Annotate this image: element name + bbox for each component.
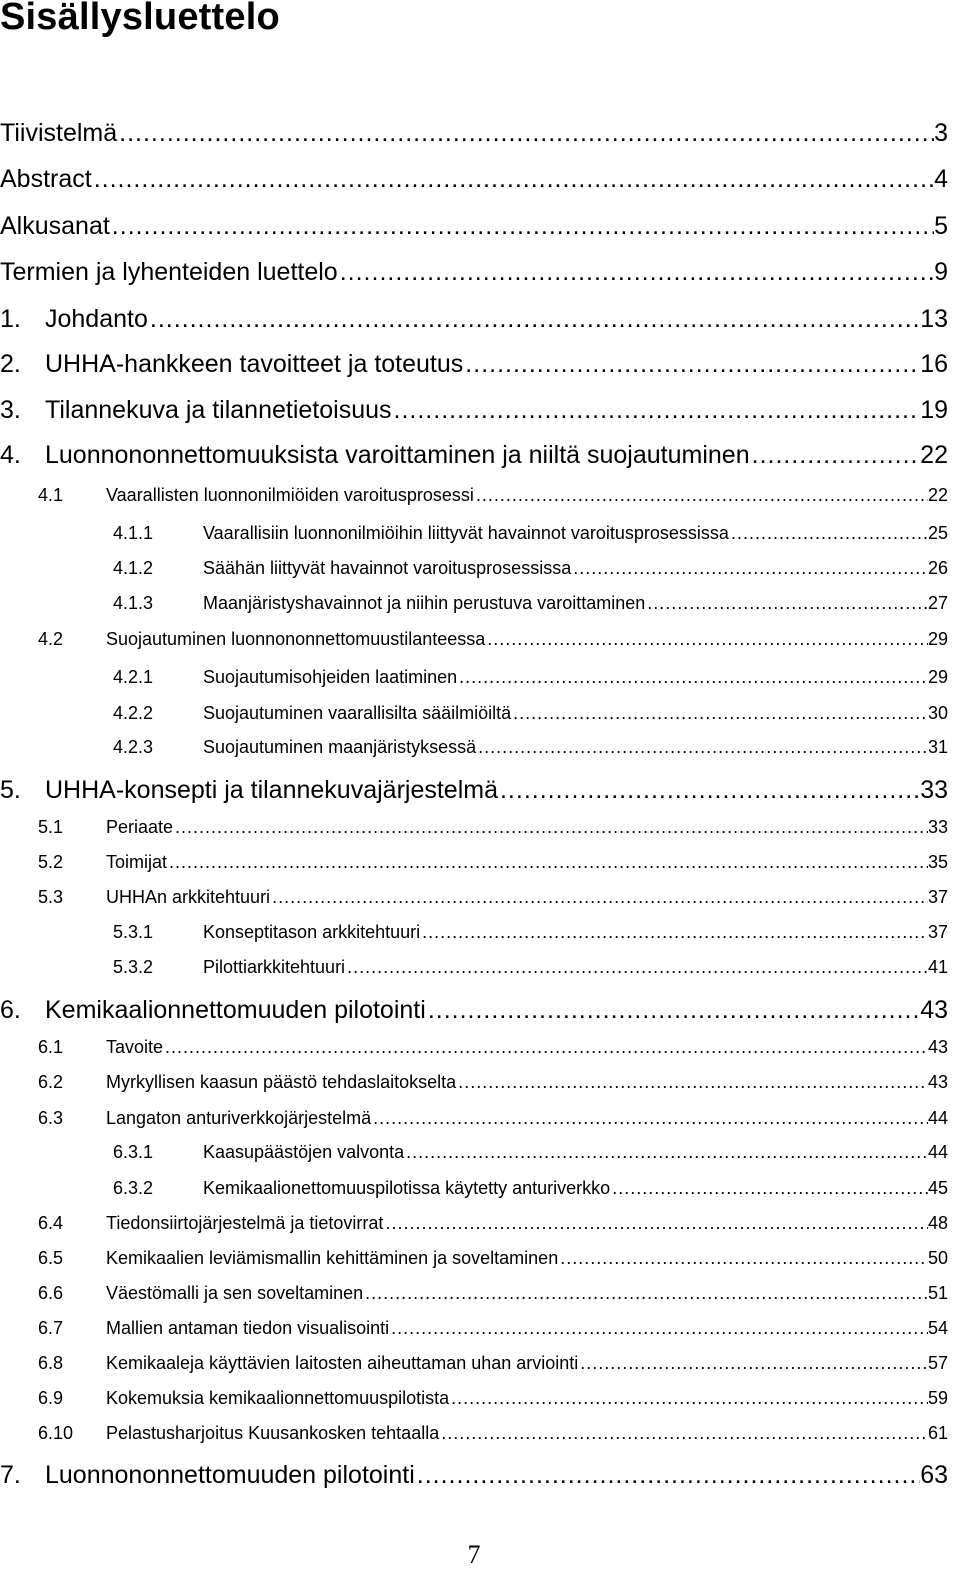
- toc-entry: [0, 1211, 948, 1235]
- toc-entry-page: 61: [927, 1423, 948, 1443]
- toc-entry-number: 6.3.2: [113, 1178, 154, 1198]
- toc-entry-page: 33: [920, 776, 948, 804]
- toc-entry: [0, 483, 948, 507]
- toc-entry-number: 4.2.1: [113, 667, 154, 687]
- toc-entry-number: 1.: [0, 305, 21, 333]
- toc-entry-title: Vaarallisiin luonnonilmiöihin liittyvät havainnot varoitusprosessissa: [203, 523, 729, 543]
- toc-entry-page: 54: [927, 1318, 948, 1338]
- toc-entry: [0, 1421, 948, 1445]
- toc-entry-number: 6.2: [38, 1072, 64, 1092]
- toc-entry-page: 27: [927, 593, 948, 613]
- toc-entry-number: 5.: [0, 776, 21, 804]
- toc-entry-page: 31: [927, 737, 948, 757]
- toc-leader-dots: [167, 850, 928, 874]
- toc-entry: [0, 850, 948, 874]
- toc-leader-dots: [404, 1140, 928, 1164]
- toc-entry-title: Kemikaalionnettomuuden pilotointi: [45, 996, 426, 1024]
- toc-entry: [0, 1070, 948, 1094]
- toc-entry-number: 6.3: [38, 1108, 64, 1128]
- toc-entry: [0, 775, 948, 805]
- toc-entry-title: Säähän liittyvät havainnot varoitusprosessissa: [203, 558, 572, 578]
- toc-leader-dots: [270, 885, 928, 909]
- toc-entry-number: 4.2: [38, 629, 64, 649]
- toc-leader-dots: [571, 556, 928, 580]
- toc-entry: [0, 118, 948, 148]
- toc-leader-dots: [498, 775, 920, 805]
- toc-entry-page: 25: [927, 523, 948, 543]
- toc-entry-page: 5: [934, 212, 948, 240]
- toc-entry-number: 4.2.3: [113, 737, 154, 757]
- toc-entry-title: Suojautuminen maanjäristyksessä: [203, 737, 477, 757]
- toc-entry-title: Suojautuminen vaarallisilta sääilmiöiltä: [203, 703, 512, 723]
- toc-entry-number: 6.5: [38, 1248, 64, 1268]
- toc-leader-dots: [558, 1246, 928, 1270]
- toc-entry-number: 4.1.2: [113, 558, 154, 578]
- toc-entry: [0, 521, 948, 545]
- toc-entry-page: 19: [920, 396, 948, 424]
- toc-entry-title: Mallien antaman tiedon visualisointi: [106, 1318, 390, 1338]
- toc-entry-page: 57: [927, 1353, 948, 1373]
- toc-entry-page: 22: [920, 441, 948, 469]
- toc-leader-dots: [389, 1316, 928, 1340]
- toc-entry: [0, 920, 948, 944]
- toc-entry-number: 7.: [0, 1461, 21, 1489]
- toc-entry-title: UHHAn arkkitehtuuri: [106, 887, 271, 907]
- toc-entry: [0, 1035, 948, 1059]
- toc-leader-dots: [173, 815, 928, 839]
- toc-entry: [0, 701, 948, 725]
- toc-entry-page: 3: [934, 119, 948, 147]
- toc-leader-dots: [511, 701, 928, 725]
- toc-entry: [0, 1460, 948, 1490]
- toc-leader-dots: [457, 665, 928, 689]
- toc-leader-dots: [363, 1281, 928, 1305]
- toc-leader-dots: [110, 211, 934, 241]
- toc-entry-page: 45: [927, 1178, 948, 1198]
- toc-entry-title: Langaton anturiverkkojärjestelmä: [106, 1108, 372, 1128]
- toc-entry-number: 6.8: [38, 1353, 64, 1373]
- toc-leader-dots: [415, 1460, 920, 1490]
- toc-entry-title: Kemikaalien leviämismallin kehittäminen ja soveltaminen: [106, 1248, 559, 1268]
- toc-entry-title: Termien ja lyhenteiden luettelo: [0, 258, 338, 286]
- toc-leader-dots: [729, 521, 928, 545]
- toc-leader-dots: [117, 118, 934, 148]
- toc-entry-title: Pilottiarkkitehtuuri: [203, 957, 346, 977]
- toc-entry-page: 44: [927, 1108, 948, 1128]
- toc-entry-page: 9: [934, 258, 948, 286]
- toc-entry-page: 37: [927, 887, 948, 907]
- toc-leader-dots: [439, 1421, 928, 1445]
- toc-leader-dots: [456, 1070, 928, 1094]
- toc-leader-dots: [645, 591, 928, 615]
- toc-entry-page: 59: [927, 1388, 948, 1408]
- toc-entry-page: 44: [927, 1142, 948, 1162]
- toc-entry-page: 43: [920, 996, 948, 1024]
- toc-entry: [0, 257, 948, 287]
- toc-entry-number: 6.9: [38, 1388, 64, 1408]
- toc-entry-page: 29: [927, 667, 948, 687]
- toc-leader-dots: [610, 1176, 928, 1200]
- toc-entry-page: 33: [927, 817, 948, 837]
- toc-entry-title: Tiedonsiirtojärjestelmä ja tietovirrat: [106, 1213, 384, 1233]
- toc-entry-number: 6.4: [38, 1213, 64, 1233]
- toc-entry: [0, 1140, 948, 1164]
- toc-entry-title: Myrkyllisen kaasun päästö tehdaslaitokselta: [106, 1072, 457, 1092]
- toc-entry: [0, 164, 948, 194]
- toc-entry-title: Toimijat: [106, 852, 168, 872]
- toc-entry-number: 5.1: [38, 817, 64, 837]
- toc-entry-number: 6.7: [38, 1318, 64, 1338]
- toc-entry: [0, 815, 948, 839]
- toc-entry: [0, 1106, 948, 1130]
- toc-entry-number: 6.: [0, 996, 21, 1024]
- toc-entry-title: Vaarallisten luonnonilmiöiden varoitusprosessi: [106, 485, 474, 505]
- toc-entry-number: 6.6: [38, 1283, 64, 1303]
- toc-entry: [0, 995, 948, 1025]
- toc-entry: [0, 627, 948, 651]
- toc-entry-title: Johdanto: [45, 305, 148, 333]
- toc-entry: [0, 1316, 948, 1340]
- toc-entry-number: 3.: [0, 396, 21, 424]
- toc-entry-title: UHHA-konsepti ja tilannekuvajärjestelmä: [45, 776, 498, 804]
- toc-entry-number: 5.3.2: [113, 957, 154, 977]
- toc-leader-dots: [163, 1035, 928, 1059]
- toc-leader-dots: [92, 164, 934, 194]
- page-number: 7: [467, 1540, 481, 1569]
- toc-entry-page: 13: [920, 305, 948, 333]
- toc-entry-page: 22: [927, 485, 948, 505]
- toc-entry-page: 30: [927, 703, 948, 723]
- toc-entry-number: 4.: [0, 441, 21, 469]
- toc-entry: [0, 665, 948, 689]
- toc-entry: [0, 591, 948, 615]
- toc-leader-dots: [392, 395, 921, 425]
- toc-entry-page: 50: [927, 1248, 948, 1268]
- toc-entry-page: 29: [927, 629, 948, 649]
- toc-entry-title: Maanjäristyshavainnot ja niihin perustuva varoittaminen: [203, 593, 646, 613]
- toc-entry-title: Kaasupäästöjen valvonta: [203, 1142, 405, 1162]
- toc-entry: [0, 1386, 948, 1410]
- toc-entry-title: Periaate: [106, 817, 174, 837]
- toc-entry-title: Tavoite: [106, 1037, 164, 1057]
- toc-entry-page: 37: [927, 922, 948, 942]
- toc-entry-page: 43: [927, 1037, 948, 1057]
- toc-entry-title: Kemikaaleja käyttävien laitosten aiheuttaman uhan arviointi: [106, 1353, 579, 1373]
- toc-entry-title: Luonnononnettomuuden pilotointi: [45, 1461, 415, 1489]
- toc-entry: [0, 1246, 948, 1270]
- toc-entry-number: 6.3.1: [113, 1142, 154, 1162]
- toc-entry-title: Konseptitason arkkitehtuuri: [203, 922, 421, 942]
- toc-leader-dots: [578, 1351, 928, 1375]
- toc-entry: [0, 1281, 948, 1305]
- toc-entry-title: Suojautuminen luonnononnettomuustilanteessa: [106, 629, 486, 649]
- toc-entry: [0, 735, 948, 759]
- toc-leader-dots: [485, 627, 928, 651]
- toc-leader-dots: [750, 440, 921, 470]
- toc-leader-dots: [476, 735, 928, 759]
- toc-entry-page: 51: [927, 1283, 948, 1303]
- toc-entry-title: Luonnononnettomuuksista varoittaminen ja niiltä suojautuminen: [45, 441, 750, 469]
- toc-entry-page: 16: [920, 350, 948, 378]
- toc-entry: [0, 1351, 948, 1375]
- toc-entry-number: 4.1: [38, 485, 64, 505]
- toc-entry: [0, 556, 948, 580]
- toc-leader-dots: [474, 483, 928, 507]
- toc-entry-title: Väestömalli ja sen soveltaminen: [106, 1283, 364, 1303]
- toc-entry-number: 4.1.3: [113, 593, 154, 613]
- toc-entry-page: 41: [927, 957, 948, 977]
- toc-entry-page: 48: [927, 1213, 948, 1233]
- toc-leader-dots: [449, 1386, 928, 1410]
- toc-entry: [0, 440, 948, 470]
- toc-entry: [0, 955, 948, 979]
- toc-entry-number: 6.1: [38, 1037, 64, 1057]
- toc-entry-page: 35: [927, 852, 948, 872]
- toc-leader-dots: [426, 995, 920, 1025]
- toc-leader-dots: [463, 349, 920, 379]
- toc-entry-title: Suojautumisohjeiden laatiminen: [203, 667, 458, 687]
- toc-leader-dots: [383, 1211, 928, 1235]
- toc-entry-number: 2.: [0, 350, 21, 378]
- toc-entry-title: Alkusanat: [0, 212, 110, 240]
- toc-entry-page: 43: [927, 1072, 948, 1092]
- toc-leader-dots: [371, 1106, 928, 1130]
- toc-entry: [0, 885, 948, 909]
- toc-entry: [0, 304, 948, 334]
- toc-entry-title: Kokemuksia kemikaalionnettomuuspilotista: [106, 1388, 450, 1408]
- toc-entry: [0, 211, 948, 241]
- toc-leader-dots: [420, 920, 928, 944]
- toc-entry: [0, 1176, 948, 1200]
- toc-entry-number: 5.3.1: [113, 922, 154, 942]
- toc-entry-title: Pelastusharjoitus Kuusankosken tehtaalla: [106, 1423, 440, 1443]
- toc-entry-title: Kemikaalionettomuuspilotissa käytetty anturiverkko: [203, 1178, 611, 1198]
- toc-entry-number: 4.2.2: [113, 703, 154, 723]
- toc-entry: [0, 395, 948, 425]
- toc-entry-page: 26: [927, 558, 948, 578]
- page-title: Sisällysluettelo: [0, 0, 280, 38]
- toc-leader-dots: [338, 257, 934, 287]
- toc-entry-title: UHHA-hankkeen tavoitteet ja toteutus: [45, 350, 464, 378]
- toc-entry-number: 6.10: [38, 1423, 74, 1443]
- toc-entry-title: Abstract: [0, 165, 92, 193]
- toc-entry-page: 4: [934, 165, 948, 193]
- toc-entry-title: Tilannekuva ja tilannetietoisuus: [45, 396, 392, 424]
- toc-entry-number: 5.3: [38, 887, 64, 907]
- toc-entry-number: 5.2: [38, 852, 64, 872]
- toc-entry-page: 63: [920, 1461, 948, 1489]
- toc-entry: [0, 349, 948, 379]
- toc-entry-number: 4.1.1: [113, 523, 154, 543]
- toc-leader-dots: [345, 955, 928, 979]
- toc-leader-dots: [148, 304, 920, 334]
- toc-entry-title: Tiivistelmä: [0, 119, 118, 147]
